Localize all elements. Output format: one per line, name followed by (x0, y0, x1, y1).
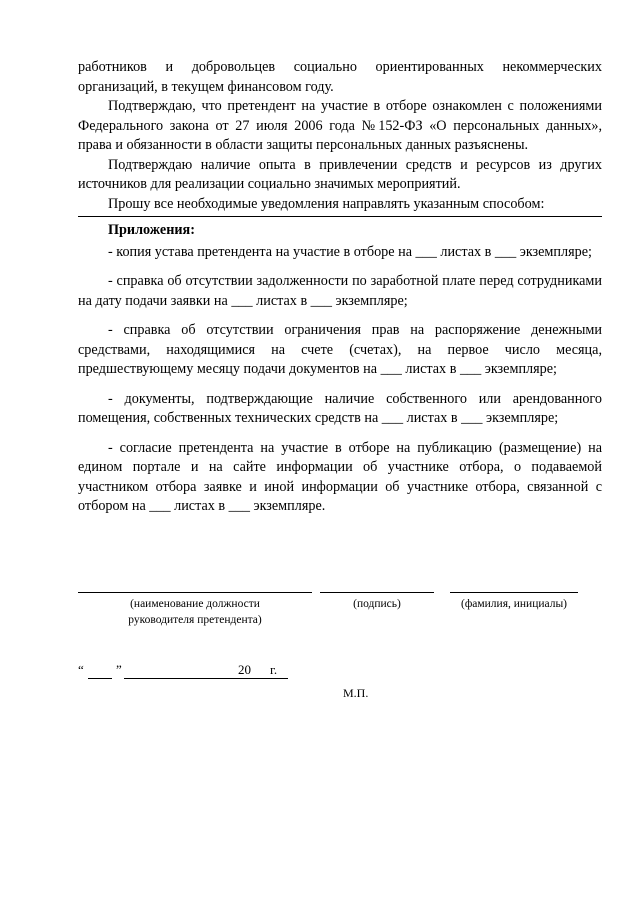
paragraph-personal-data: Подтверждаю, что претендент на участие в отборе ознакомлен с положениями Федерального закона от 27 июля 2006 года №152-ФЗ «О персональных данных», права и обязанности в области защиты персональных данных разъяснены. (78, 98, 602, 153)
year-prefix: 20 (238, 662, 251, 677)
year-suffix: г. (270, 662, 278, 677)
attachments-heading: Приложения: (108, 222, 195, 238)
position-caption: (наименование должности руководителя претендента) (128, 598, 262, 626)
name-line (450, 592, 578, 593)
document-body (78, 58, 602, 517)
signature-caption: (подпись) (353, 598, 401, 610)
month-year-line (124, 678, 288, 679)
attachment-item-publication-consent: - согласие претендента на участие в отборе на публикацию (размещение) на едином портале и на сайте информации об участнике отбора, о подаваемой участником отбора заявке и иной информации об участнике отбора, связанной с отбором на ___ листах в ___ экземпляре. (78, 439, 602, 514)
paragraph-organizations: работников и добровольцев социально ориентированных некоммерческих организаций, в текущем финансовом году. (78, 59, 602, 95)
date-close-quote: ” (116, 662, 122, 677)
attachment-item-charter: - копия устава претендента на участие в отборе на ___ листах в ___ экземпляре; (108, 243, 592, 260)
day-line (88, 678, 112, 679)
name-caption: (фамилия, инициалы) (460, 598, 568, 610)
attachment-item-premises: - документы, подтверждающие наличие собственного или арендованного помещения, собственных технических средств на ___ листах в ___ экземпляре; (78, 390, 602, 426)
paragraph-notifications: Прошу все необходимые уведомления направлять указанным способом: (108, 195, 545, 212)
attachment-item-salary-debt: - справка об отсутствии задолженности по заработной плате перед сотрудниками на дату подачи заявки на ___ листах в ___ экземпляре; (78, 273, 602, 309)
paragraph-experience: Подтверждаю наличие опыта в привлечении средств и ресурсов из других источников для реализации социально значимых мероприятий. (78, 156, 602, 192)
date-block (78, 662, 602, 702)
stamp-placeholder: М.П. (343, 686, 369, 700)
notification-method-line (78, 216, 602, 217)
position-line (78, 592, 312, 593)
attachment-item-account-restrictions: - справка об отсутствии ограничения прав на распоряжение денежными средствами, находящимися на счете (счетах), на первое число месяца, предшествующему месяцу подачи документов на ___ листах в ___ экземпляре; (78, 322, 602, 377)
signature-line (320, 592, 434, 593)
date-open-quote: “ (78, 662, 84, 677)
signature-block (78, 592, 602, 632)
